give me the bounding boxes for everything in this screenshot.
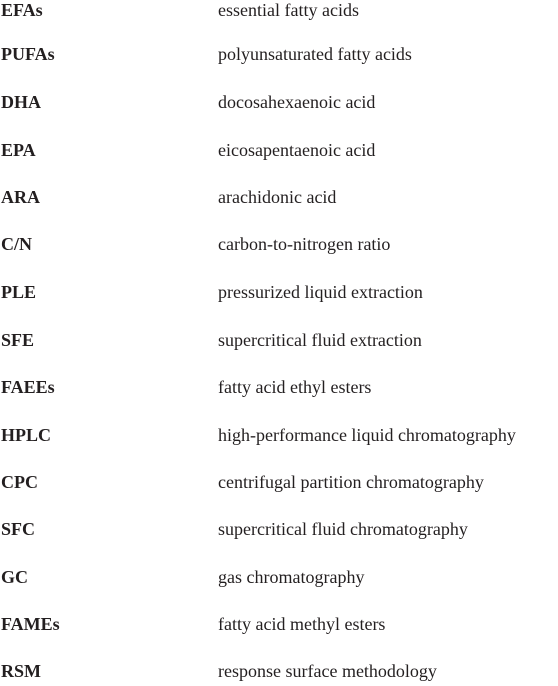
list-item <box>0 182 558 212</box>
abbreviation-definition: high-performance liquid chromatography <box>218 424 516 445</box>
abbreviation-definition: arachidonic acid <box>218 186 337 207</box>
list-item <box>0 135 558 165</box>
abbreviation-definition: carbon-to-nitrogen ratio <box>218 233 391 254</box>
abbreviation-definition: supercritical fluid extraction <box>218 329 422 350</box>
list-item <box>0 656 558 686</box>
abbreviation-definition: eicosapentaenoic acid <box>218 139 376 160</box>
list-item <box>0 277 558 307</box>
abbreviation-term: GC <box>1 566 28 587</box>
abbreviation-definition: supercritical fluid chromatography <box>218 518 468 539</box>
list-item <box>0 0 558 25</box>
list-item <box>0 229 558 259</box>
abbreviation-definition: response surface methodology <box>218 660 437 681</box>
abbreviation-term: FAEEs <box>1 376 55 397</box>
list-item <box>0 325 558 355</box>
abbreviation-definition: fatty acid ethyl esters <box>218 376 372 397</box>
list-item <box>0 514 558 544</box>
abbreviation-term: SFC <box>1 518 36 539</box>
abbreviation-term: CPC <box>1 471 38 492</box>
list-item <box>0 420 558 450</box>
abbreviation-definition: centrifugal partition chromatography <box>218 471 484 492</box>
abbreviation-definition: fatty acid methyl esters <box>218 613 386 634</box>
abbreviation-term: EFAs <box>1 0 43 20</box>
abbreviation-term: C/N <box>1 233 32 254</box>
abbreviation-term: SFE <box>1 329 35 350</box>
list-item <box>0 467 558 497</box>
abbreviation-definition: polyunsaturated fatty acids <box>218 43 412 64</box>
abbreviation-definition: essential fatty acids <box>218 0 359 20</box>
abbreviation-definition: pressurized liquid extraction <box>218 281 423 302</box>
abbreviation-definition: docosahexaenoic acid <box>218 91 376 112</box>
list-item <box>0 562 558 592</box>
abbreviation-term: FAMEs <box>1 613 60 634</box>
abbreviation-term: RSM <box>1 660 41 681</box>
abbreviation-term: EPA <box>1 139 36 160</box>
abbreviation-term: PUFAs <box>1 43 55 64</box>
abbreviation-term: DHA <box>1 91 41 112</box>
list-item <box>0 87 558 117</box>
abbreviation-definition: gas chromatography <box>218 566 365 587</box>
list-item <box>0 609 558 639</box>
abbreviation-term: PLE <box>1 281 37 302</box>
list-item <box>0 372 558 402</box>
list-item <box>0 39 558 69</box>
abbreviation-term: ARA <box>1 186 40 207</box>
abbreviation-term: HPLC <box>1 424 52 445</box>
